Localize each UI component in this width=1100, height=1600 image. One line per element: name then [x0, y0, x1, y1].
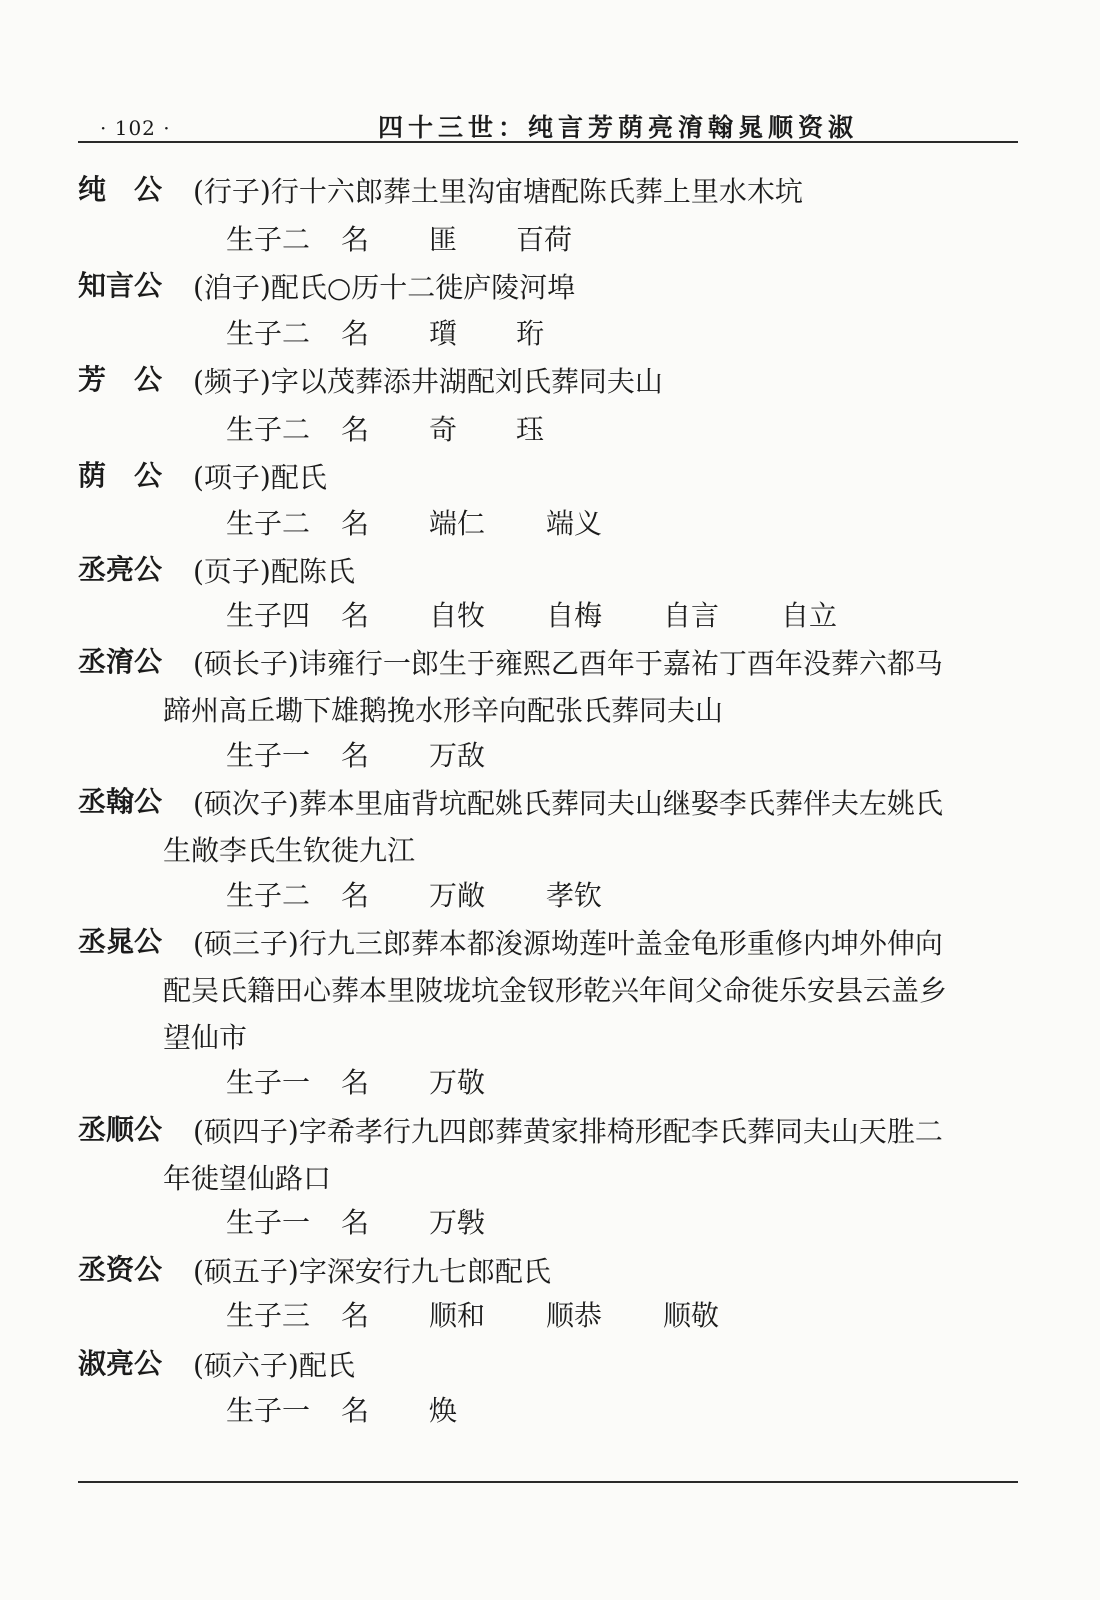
page-header [78, 104, 1018, 144]
son-name: 万敬 [429, 1066, 486, 1099]
son-count: 生子一 [226, 739, 311, 772]
son-name: 顺敬 [663, 1299, 720, 1332]
son-count: 生子一 [226, 1066, 311, 1099]
name-label: 名 [341, 1206, 370, 1239]
name-label: 名 [341, 1394, 370, 1427]
entry-name: 纯公 [78, 173, 191, 206]
son-name: 匪 [429, 223, 458, 256]
page-number: · 102 · [100, 116, 171, 140]
name-label: 名 [341, 599, 370, 632]
description-line: 配吴氏籍田心葬本里陂垅坑金钗形乾兴年间父命徙乐安县云盖乡 [163, 974, 948, 1007]
description-line: 年徙望仙路口 [163, 1162, 332, 1195]
entry-description [193, 548, 1013, 595]
running-title: 四十三世：纯言芳荫亮淯翰晁顺资淑 [378, 113, 859, 142]
entry-name: 丞顺公 [78, 1113, 163, 1146]
description-line: (频子)字以茂葬添井湖配刘氏葬同夫山 [193, 365, 663, 398]
son-name: 自言 [663, 599, 720, 632]
description-line: 蹄州高丘墈下雄鹅挽水形辛向配张氏葬同夫山 [163, 694, 724, 727]
son-count: 生子二 [226, 223, 311, 256]
son-name: 万敌 [429, 739, 486, 772]
son-name: 奇 [429, 413, 458, 446]
description-line: (页子)配陈氏 [193, 555, 355, 588]
entry-name: 荫公 [78, 459, 191, 492]
entry-description [193, 264, 1013, 311]
son-count: 生子四 [226, 599, 311, 632]
footer-rule [78, 1481, 1018, 1483]
son-count: 生子二 [226, 413, 311, 446]
description-line: (硕五子)字深安行九七郎配氏 [193, 1255, 551, 1288]
entry-description [193, 168, 1013, 215]
description-line: (洎子)配氏○历十二徙庐陵河埠 [193, 271, 576, 304]
entry-description [163, 1108, 1013, 1202]
name-label: 名 [341, 739, 370, 772]
entry-name: 丞翰公 [78, 785, 163, 818]
description-line: (项子)配氏 [193, 461, 327, 494]
entry-name: 知言公 [78, 269, 163, 302]
son-name: 自立 [781, 599, 838, 632]
entry-name: 丞淯公 [78, 645, 163, 678]
entry-name: 芳公 [78, 363, 191, 396]
description-line: 望仙市 [163, 1021, 248, 1054]
name-label: 名 [341, 1066, 370, 1099]
son-name: 端仁 [429, 507, 486, 540]
son-count: 生子三 [226, 1299, 311, 1332]
son-name: 顺恭 [546, 1299, 603, 1332]
entry-description [193, 454, 1013, 501]
son-count: 生子一 [226, 1206, 311, 1239]
son-name: 百荷 [516, 223, 573, 256]
son-count: 生子二 [226, 507, 311, 540]
entry-description [193, 358, 1013, 405]
entry-name: 丞亮公 [78, 553, 163, 586]
son-name: 自梅 [546, 599, 603, 632]
name-label: 名 [341, 413, 370, 446]
entry-description [163, 920, 1013, 1061]
entry-description [163, 780, 1013, 874]
son-name: 万敞 [429, 879, 486, 912]
description-line: (硕次子)葬本里庙背坑配姚氏葬同夫山继娶李氏葬伴夫左姚氏 [193, 787, 943, 820]
entry-description [193, 1248, 1013, 1295]
description-line: (硕六子)配氏 [193, 1349, 355, 1382]
entry-name: 丞资公 [78, 1253, 163, 1286]
entry-description [193, 1342, 1013, 1389]
son-name: 珏 [516, 413, 545, 446]
name-label: 名 [341, 317, 370, 350]
name-label: 名 [341, 1299, 370, 1332]
son-name: 孝钦 [546, 879, 603, 912]
entry-name: 丞晁公 [78, 925, 163, 958]
description-line: (行子)行十六郎葬土里沟宙塘配陈氏葬上里水木坑 [193, 175, 803, 208]
description-line: (硕四子)字希孝行九四郎葬黄家排椅形配李氏葬同夫山天胜二 [193, 1115, 943, 1148]
son-name: 端义 [546, 507, 603, 540]
name-label: 名 [341, 879, 370, 912]
son-count: 生子二 [226, 879, 311, 912]
son-count: 生子一 [226, 1394, 311, 1427]
name-label: 名 [341, 507, 370, 540]
description-line: 生敞李氏生钦徙九江 [163, 834, 416, 867]
son-name: 自牧 [429, 599, 486, 632]
entry-name: 淑亮公 [78, 1347, 163, 1380]
son-count: 生子二 [226, 317, 311, 350]
son-name: 珩 [516, 317, 545, 350]
son-name: 瓆 [429, 317, 458, 350]
description-line: (硕长子)讳雍行一郎生于雍熙乙酉年于嘉祐丁酉年没葬六都马 [193, 647, 943, 680]
header-rule [78, 141, 1018, 143]
son-name: 万斅 [429, 1206, 486, 1239]
son-name: 顺和 [429, 1299, 486, 1332]
entry-description [163, 640, 1013, 734]
name-label: 名 [341, 223, 370, 256]
description-line: (硕三子)行九三郎葬本都浚源坳莲叶盖金龟形重修内坤外伸向 [193, 927, 943, 960]
son-name: 焕 [429, 1394, 458, 1427]
